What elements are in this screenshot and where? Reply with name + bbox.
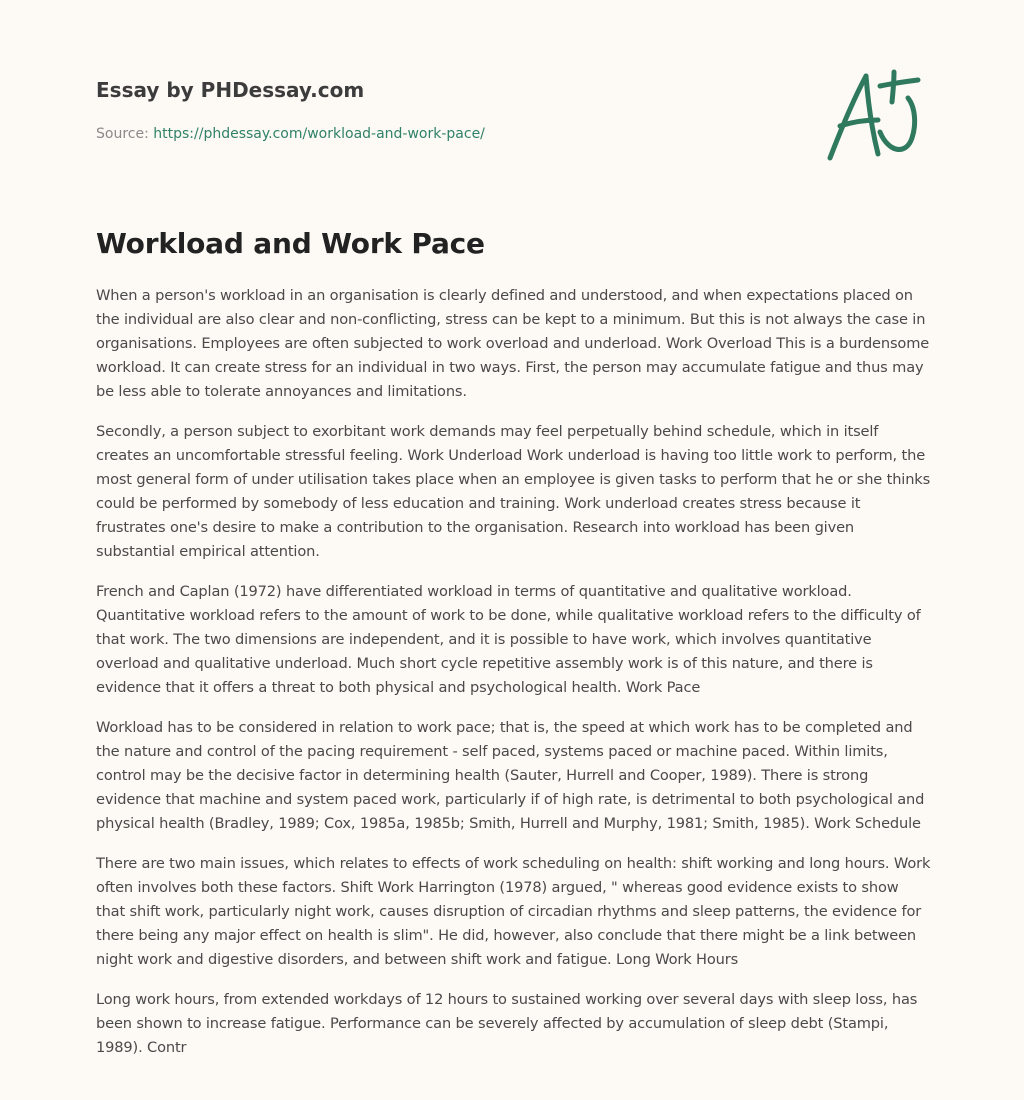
article-paragraph: Workload has to be considered in relation to work pace; that is, the speed at which work has to be completed and the nature and control of the pacing requirement - self paced, systems paced or machine paced. Within limits, control may be the decisive factor in determining health (Sauter, Hurrell and Cooper, 1989). There is strong evidence that machine and system paced work, particularly if of high rate, is detrimental to both psychological and physical health (Bradley, 1989; Cox, 1985a, 1985b; Smith, Hurrell and Murphy, 1981; Smith, 1985). Work Schedule [96, 719, 925, 832]
source-label: Source: [96, 126, 154, 142]
article-paragraph: When a person's workload in an organisation is clearly defined and understood, and when expectations placed on the individual are also clear and non-conflicting, stress can be kept to a minimum. But this is not always the case in organisations. Employees are often subjected to work overload and underload. Work Overload This is a burdensome workload. It can create stress for an individual in two ways. First, the person may accumulate fatigue and thus may be less able to tolerate annoyances and limitations. [96, 287, 930, 400]
source-link[interactable]: https://phdessay.com/workload-and-work-pace/ [153, 126, 485, 142]
article-title: Workload and Work Pace [96, 227, 485, 260]
page-header [96, 76, 928, 142]
article-paragraph: Secondly, a person subject to exorbitant work demands may feel perpetually behind schedule, which in itself creates an uncomfortable stressful feeling. Work Underload Work underload is having too little work to perform, the most general form of under utilisation takes place when an employee is given tasks to perform that he or she thinks could be performed by somebody of less education and training. Work underload creates stress because it frustrates one's desire to make a contribution to the organisation. Research into workload has been given substantial empirical attention. [96, 423, 931, 560]
article-paragraph: French and Caplan (1972) have differentiated workload in terms of quantitative and qualitative workload. Quantitative workload refers to the amount of work to be done, while qualitative workload refers to the difficulty of that work. The two dimensions are independent, and it is possible to have work, which involves quantitative overload and qualitative underload. Much short cycle repetitive assembly work is of this nature, and there is evidence that it offers a threat to both physical and psychological health. Work Pace [96, 583, 921, 696]
article-body [96, 284, 932, 1076]
article-paragraph: There are two main issues, which relates to effects of work scheduling on health: shift working and long hours. Work often involves both these factors. Shift Work Harrington (1978) argued, " whereas good evidence exists to show that shift work, particularly night work, causes disruption of circadian rhythms and sleep patterns, the evidence for there being any major effect on health is slim". He did, however, also conclude that there might be a link between night work and digestive disorders, and between shift work and fatigue. Long Work Hours [96, 855, 931, 968]
source-line [96, 124, 485, 144]
site-brand: Essay by PHDessay.com [96, 78, 365, 102]
a-plus-logo-icon [822, 68, 926, 164]
article-paragraph: Long work hours, from extended workdays of 12 hours to sustained working over several days with sleep loss, has been shown to increase fatigue. Performance can be severely affected by accumulation of sleep debt (Stampi, 1989). Contr [96, 991, 918, 1056]
